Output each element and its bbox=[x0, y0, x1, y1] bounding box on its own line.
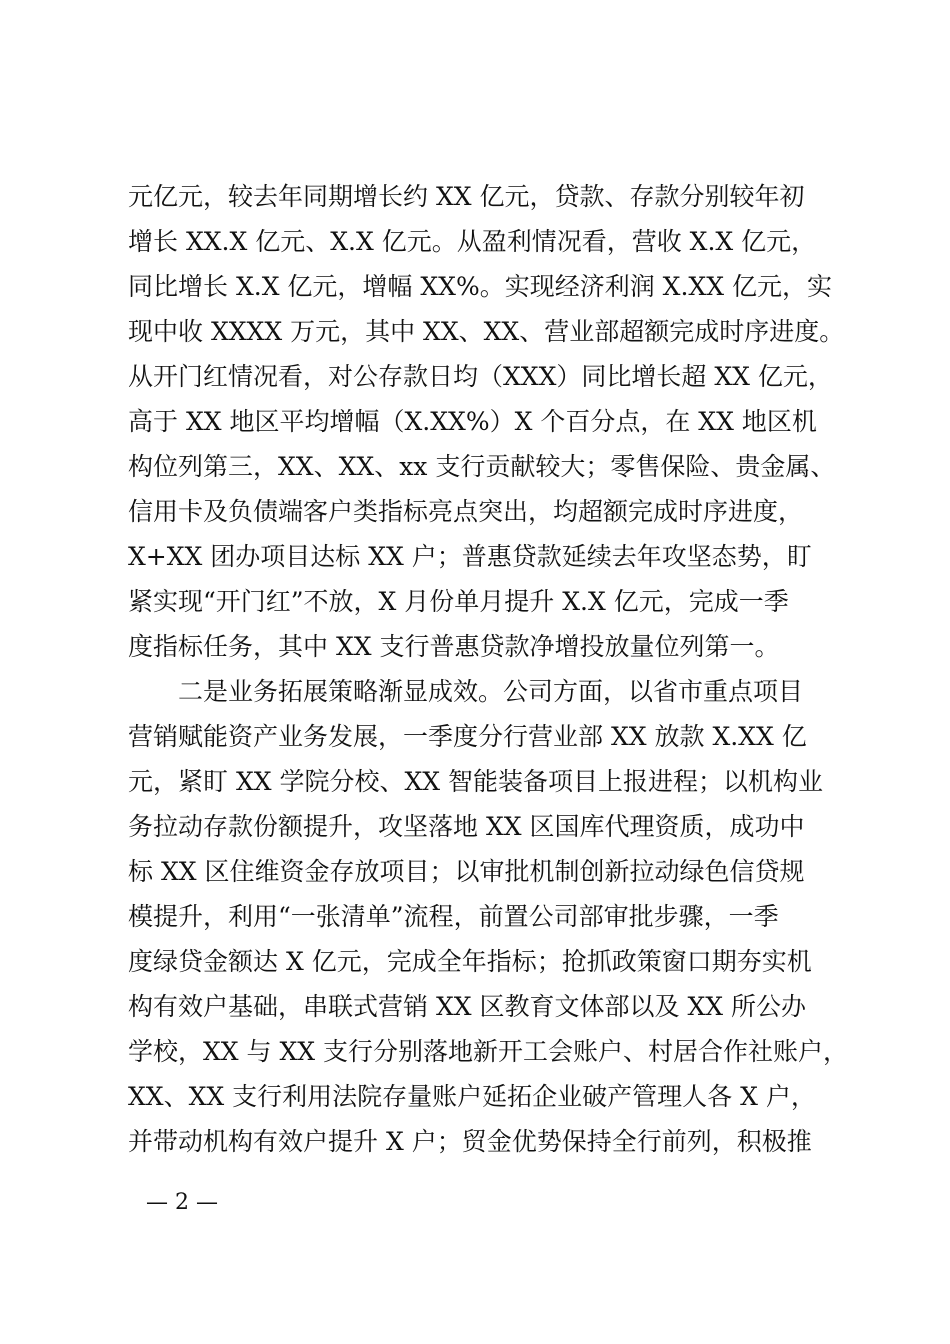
text-line-18: 度绿贷金额达 X 亿元，完成全年指标；抢抓政策窗口期夯实机 bbox=[128, 947, 812, 976]
text-line-5: 从开门红情况看，对公存款日均（XXX）同比增长超 XX 亿元， bbox=[128, 362, 833, 391]
text-line-9: X+XX 团办项目达标 XX 户；普惠贷款延续去年攻坚态势，盯 bbox=[128, 542, 812, 571]
text-line-14: 元，紧盯 XX 学院分校、XX 智能装备项目上报进程；以机构业 bbox=[128, 767, 824, 796]
text-line-11: 度指标任务，其中 XX 支行普惠贷款净增投放量位列第一。 bbox=[128, 632, 780, 661]
text-line-7: 构位列第三，XX、XX、xx 支行贡献较大；零售保险、贵金属、 bbox=[128, 452, 836, 481]
text-line-20: 学校，XX 与 XX 支行分别落地新开工会账户、村居合作社账户， bbox=[128, 1037, 849, 1066]
text-line-17: 模提升，利用“一张清单”流程，前置公司部审批步骤，一季 bbox=[128, 902, 779, 931]
text-line-22: 并带动机构有效户提升 X 户；贸金优势保持全行前列，积极推 bbox=[128, 1127, 812, 1156]
text-line-8: 信用卡及负债端客户类指标亮点突出，均超额完成时序进度， bbox=[128, 497, 804, 526]
text-line-13: 营销赋能资产业务发展，一季度分行营业部 XX 放款 X.XX 亿 bbox=[128, 722, 807, 751]
text-line-21: XX、XX 支行利用法院存量账户延拓企业破产管理人各 X 户， bbox=[128, 1082, 816, 1111]
text-line-3: 同比增长 X.X 亿元，增幅 XX%。实现经济利润 X.XX 亿元，实 bbox=[128, 272, 832, 301]
text-line-2: 增长 XX.X 亿元、X.X 亿元。从盈利情况看，营收 X.X 亿元， bbox=[128, 227, 817, 256]
text-line-10: 紧实现“开门红”不放，X 月份单月提升 X.X 亿元，完成一季 bbox=[128, 587, 789, 616]
text-line-19: 构有效户基础，串联式营销 XX 区教育文体部以及 XX 所公办 bbox=[128, 992, 806, 1021]
text-line-15: 务拉动存款份额提升，攻坚落地 XX 区国库代理资质，成功中 bbox=[128, 812, 805, 841]
page-number: — 2 — bbox=[146, 1190, 218, 1215]
text-line-6: 高于 XX 地区平均增幅（X.XX%）X 个百分点，在 XX 地区机 bbox=[128, 407, 817, 436]
paragraph-heading-line: 二是业务拓展策略渐显成效。公司方面，以省市重点项目 bbox=[178, 677, 804, 706]
text-line-16: 标 XX 区住维资金存放项目；以审批机制创新拉动绿色信贷规 bbox=[128, 857, 805, 886]
text-line-4: 现中收 XXXX 万元，其中 XX、XX、营业部超额完成时序进度。 bbox=[128, 317, 845, 346]
text-line-1: 元亿元，较去年同期增长约 XX 亿元，贷款、存款分别较年初 bbox=[128, 182, 805, 211]
